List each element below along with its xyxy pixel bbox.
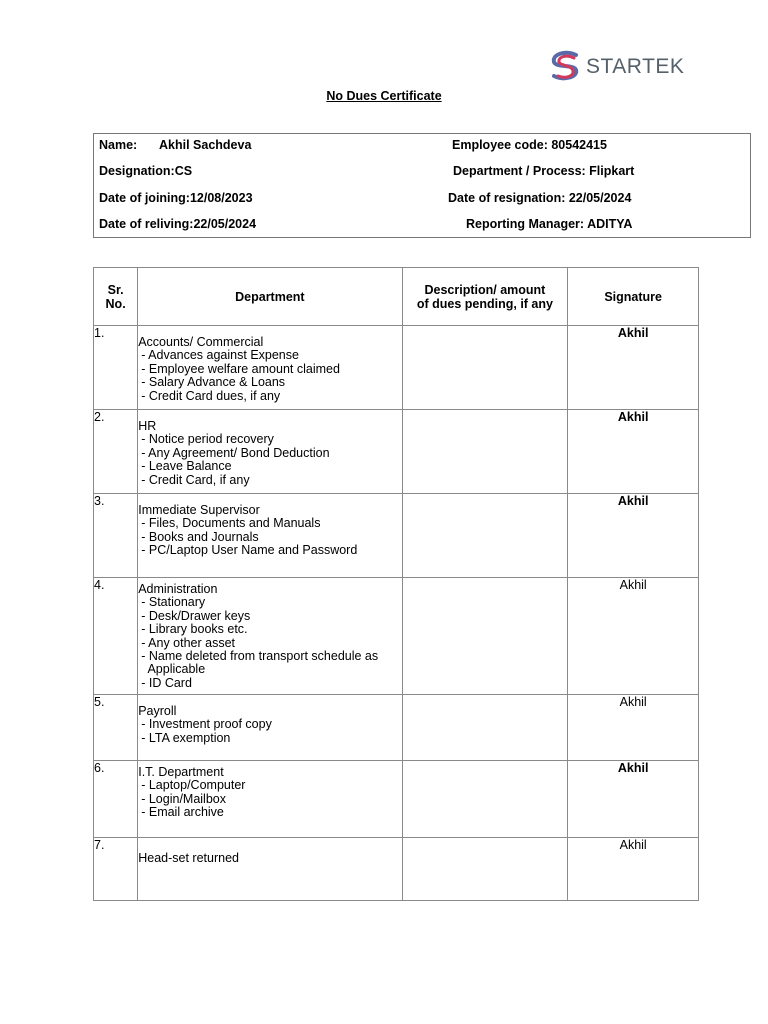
department-item: - Credit Card, if any [141, 472, 250, 487]
table-row [94, 578, 699, 695]
table-row [94, 494, 699, 578]
table-row [94, 695, 699, 761]
department-item: - Login/Mailbox [141, 791, 226, 806]
table-row [94, 326, 699, 410]
table-header-row [94, 268, 699, 326]
row-number: 3. [94, 494, 138, 578]
department-item: - Email archive [141, 805, 224, 820]
row-description [402, 494, 568, 578]
header-sr-no [94, 268, 138, 326]
table-row [94, 838, 699, 901]
department-name: Immediate Supervisor [138, 503, 260, 517]
name-value: Akhil Sachdeva [159, 138, 252, 152]
reporting-manager: Reporting Manager: ADITYA [466, 217, 633, 231]
row-description [402, 761, 568, 838]
row-department [138, 494, 402, 578]
row-signature: Akhil [568, 838, 699, 901]
row-signature: Akhil [568, 410, 699, 494]
row-number: 6. [94, 761, 138, 838]
row-department [138, 838, 402, 901]
startek-swoosh-icon [546, 48, 586, 84]
department-item: - Stationary [141, 595, 206, 610]
row-description [402, 326, 568, 410]
row-number: 7. [94, 838, 138, 901]
department-item: - Leave Balance [141, 459, 232, 474]
department-item: - Employee welfare amount claimed [141, 361, 340, 376]
employee-info-box [93, 133, 751, 238]
department-item: - Advances against Expense [141, 348, 299, 363]
dues-table [93, 267, 699, 901]
row-signature: Akhil [568, 761, 699, 838]
row-signature: Akhil [568, 326, 699, 410]
row-description [402, 695, 568, 761]
row-description [402, 410, 568, 494]
department-name: HR [138, 419, 157, 433]
department-item: - Notice period recovery [141, 432, 274, 447]
date-of-joining: Date of joining:12/08/2023 [99, 191, 253, 205]
header-sr-line1: Sr. [107, 282, 124, 297]
row-description [402, 838, 568, 901]
row-department [138, 326, 402, 410]
department-process: Department / Process: Flipkart [453, 164, 635, 178]
department-item: - LTA exemption [141, 730, 231, 745]
table-row [94, 410, 699, 494]
department-item: - Laptop/Computer [141, 778, 246, 793]
row-signature: Akhil [568, 494, 699, 578]
row-signature: Akhil [568, 578, 699, 695]
row-department [138, 578, 402, 695]
department-item: - Library books etc. [141, 622, 248, 637]
department-item: - Salary Advance & Loans [141, 375, 286, 390]
header-signature: Signature [568, 268, 699, 326]
department-item: Applicable [141, 662, 206, 677]
date-of-resignation: Date of resignation: 22/05/2024 [448, 191, 632, 205]
header-department: Department [138, 268, 402, 326]
header-desc-line1: Description/ amount [424, 282, 546, 297]
department-item: - Name deleted from transport schedule as [141, 649, 379, 664]
department-item: - Desk/Drawer keys [141, 608, 251, 623]
department-item: - PC/Laptop User Name and Password [141, 543, 358, 558]
department-item: - Any Agreement/ Bond Deduction [141, 445, 330, 460]
page-title: No Dues Certificate [326, 89, 442, 103]
row-department [138, 761, 402, 838]
header-sr-line2: No. [105, 296, 126, 311]
department-name: Accounts/ Commercial [138, 335, 264, 349]
row-signature: Akhil [568, 695, 699, 761]
row-number: 5. [94, 695, 138, 761]
department-item: - Files, Documents and Manuals [141, 516, 321, 531]
department-name: Head-set returned [138, 851, 239, 865]
logo-text: STARTEK [586, 55, 685, 78]
date-of-reliving: Date of reliving:22/05/2024 [99, 217, 257, 231]
table-row [94, 761, 699, 838]
department-item: - Books and Journals [141, 529, 259, 544]
department-name: I.T. Department [138, 765, 224, 779]
row-number: 2. [94, 410, 138, 494]
department-item: - Credit Card dues, if any [141, 388, 281, 403]
employee-code: Employee code: 80542415 [452, 138, 607, 152]
row-number: 1. [94, 326, 138, 410]
row-number: 4. [94, 578, 138, 695]
department-name: Administration [138, 582, 218, 596]
header-description [402, 268, 568, 326]
header-desc-line2: of dues pending, if any [416, 296, 553, 311]
row-department [138, 410, 402, 494]
row-description [402, 578, 568, 695]
department-item: - ID Card [141, 675, 192, 690]
department-item: - Investment proof copy [141, 717, 272, 732]
row-department [138, 695, 402, 761]
department-item: - Any other asset [141, 635, 236, 650]
department-name: Payroll [138, 704, 177, 718]
name-label: Name: [99, 138, 138, 152]
designation: Designation:CS [99, 164, 193, 178]
startek-logo [546, 48, 685, 86]
